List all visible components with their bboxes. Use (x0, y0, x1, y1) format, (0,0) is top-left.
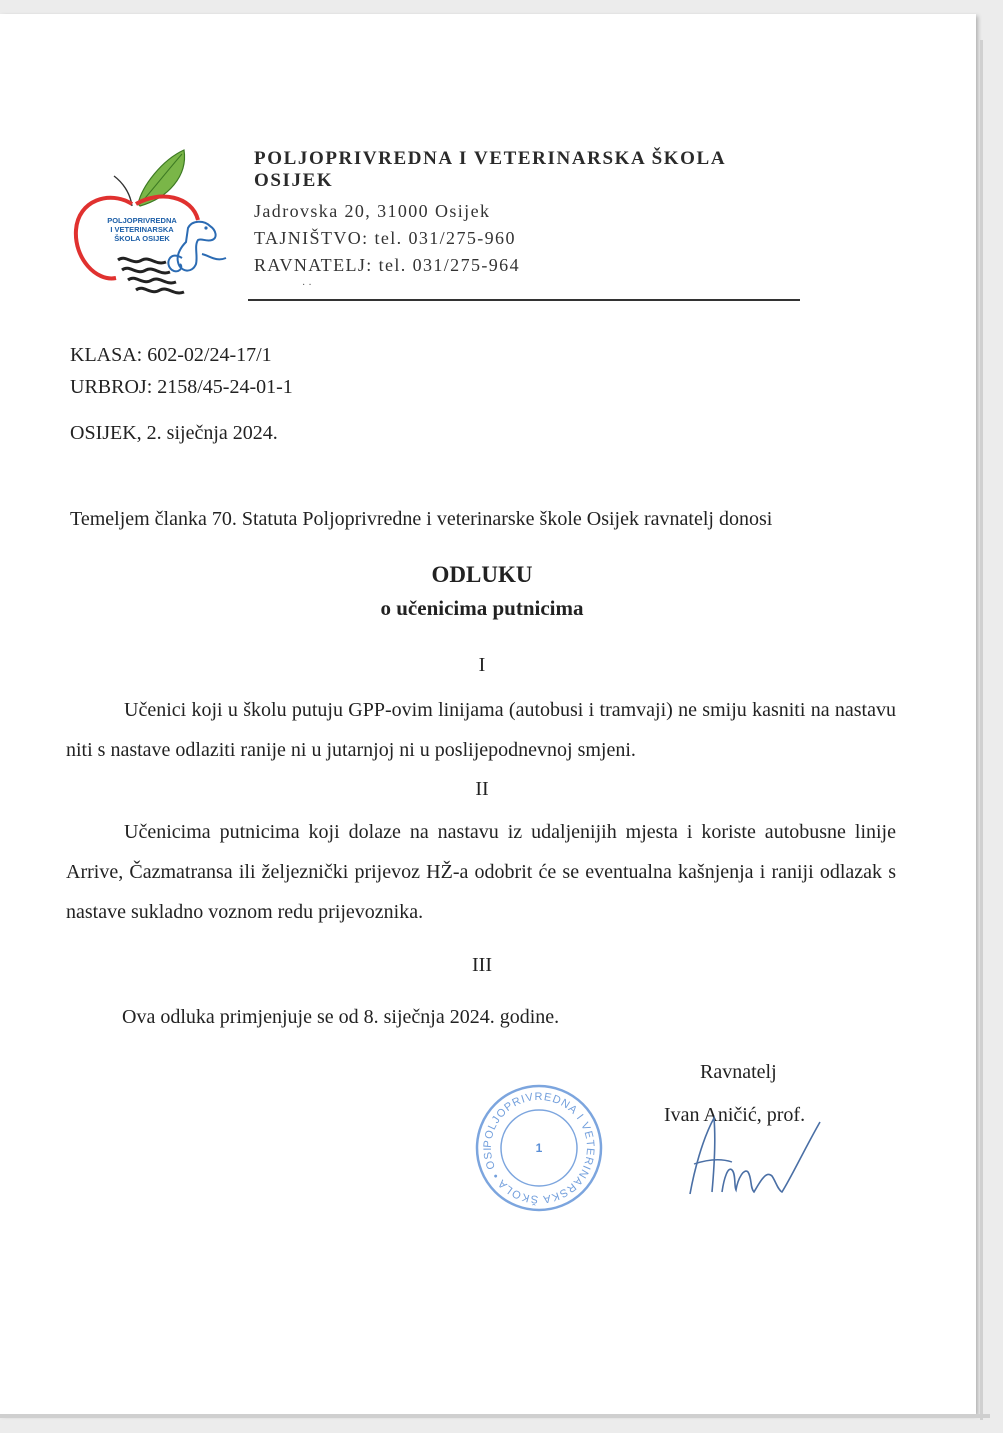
logo-text: POLJOPRIVREDNA I VETERINARSKA ŠKOLA OSIJEK (107, 216, 177, 243)
signature-icon (680, 1112, 830, 1202)
dots-mark: ·· (302, 280, 315, 291)
intro-paragraph: Temeljem članka 70. Statuta Poljoprivredne i veterinarske škole Osijek ravnatelj donosi (70, 508, 773, 530)
school-logo (70, 146, 230, 301)
handwritten-signature (680, 1112, 830, 1202)
document-subtitle: o učenicima putnicima (380, 596, 584, 620)
page-edge-bottom (0, 1414, 990, 1418)
section-numeral-2: II (475, 778, 489, 800)
date-line: OSIJEK, 2. siječnja 2024. (70, 422, 278, 444)
school-name-line1: POLJOPRIVREDNA I VETERINARSKA ŠKOLA (254, 148, 727, 169)
stamp-ring-text: POLJOPRIVREDNA I VETERINARSKA ŠKOLA • OSI (481, 1090, 597, 1206)
secretariat-phone: TAJNIŠTVO: tel. 031/275-960 (254, 228, 516, 248)
stamp-seal-icon (473, 1082, 605, 1214)
principal-phone: RAVNATELJ: tel. 031/275-964 (254, 255, 520, 275)
signatory-name: Ivan Aničić, prof. (664, 1104, 806, 1126)
header-rule (248, 299, 800, 301)
page-edge-right (980, 40, 983, 1420)
section-text-2: Učenicima putnicima koji dolaze na nastavu iz udaljenijih mjesta i koriste autobusne linije Arrive, Čazmatransa ili željeznički prijevoz HŽ-a odobrit će se eventualna kašnjenja i raniji odlazak s nastave sukladno voznom redu prijevoznika. (66, 821, 896, 923)
document-title: ODLUKU (431, 562, 533, 587)
section-numeral-1: I (478, 654, 486, 676)
section-numeral-3: III (472, 954, 492, 976)
school-address: Jadrovska 20, 31000 Osijek (254, 201, 491, 221)
stamp-number: 1 (535, 1141, 543, 1155)
school-name-line2: OSIJEK (254, 170, 334, 191)
signature-title: Ravnatelj (700, 1061, 777, 1083)
klasa-line: KLASA: 602-02/24-17/1 (70, 344, 272, 366)
official-stamp (473, 1082, 605, 1214)
urbroj-line: URBROJ: 2158/45-24-01-1 (70, 376, 293, 398)
section-text-3: Ova odluka primjenjuje se od 8. siječnja 2024. godine. (122, 1006, 560, 1028)
section-text-1: Učenici koji u školu putuju GPP-ovim linijama (autobusi i tramvaji) ne smiju kasniti na nastavu niti s nastave odlaziti ranije ni u jutarnjoj ni u poslijepodnevnoj smjeni. (66, 699, 896, 761)
letterhead (254, 148, 726, 279)
document-page (0, 14, 976, 1414)
